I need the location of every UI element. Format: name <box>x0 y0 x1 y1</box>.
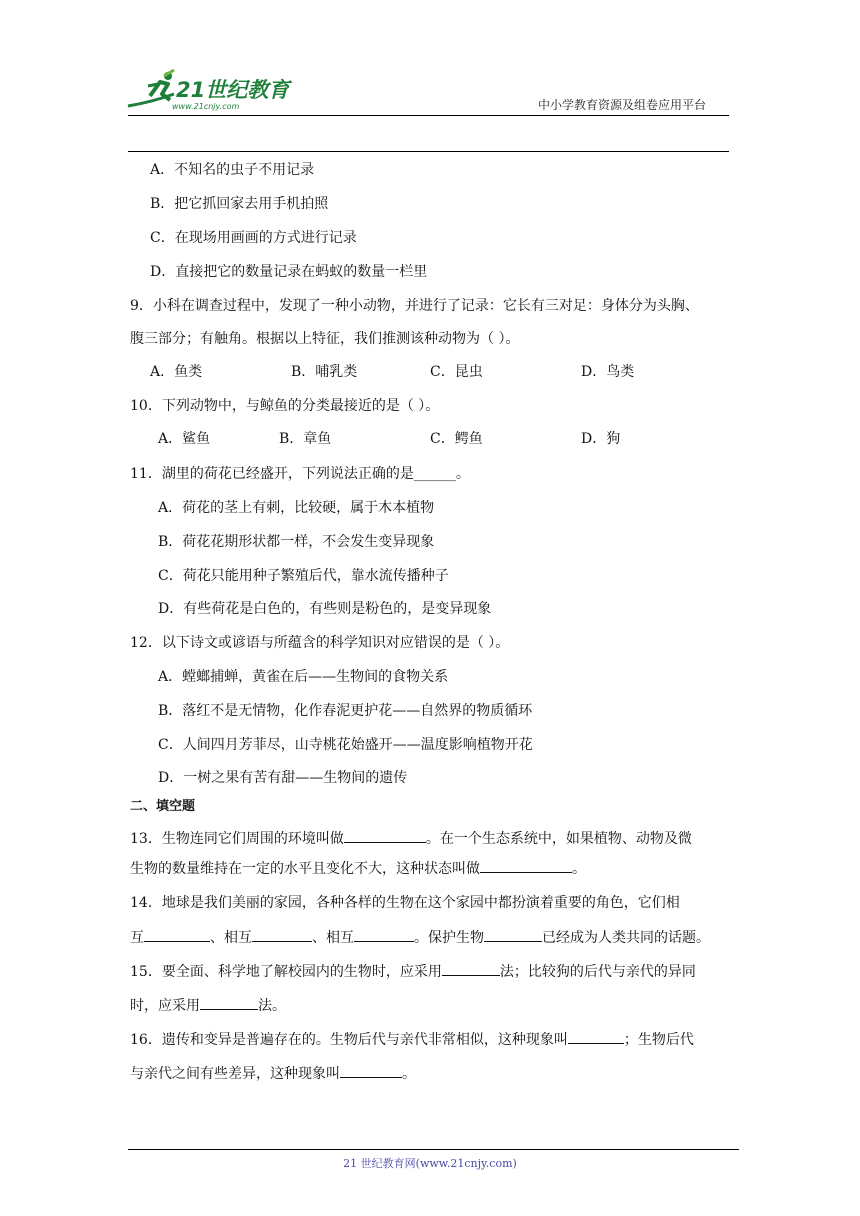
q13-line1 <box>130 828 692 849</box>
q9-option-b: B．哺乳类 <box>291 364 358 380</box>
q11-option-a: A．荷花的茎上有刺，比较硬，属于木本植物 <box>158 500 435 516</box>
q9-option-a: A．鱼类 <box>150 364 203 380</box>
q15-line1 <box>130 961 696 982</box>
section-heading-fill-in: 二、填空题 <box>130 799 196 814</box>
q9-option-c: C．昆虫 <box>430 364 483 380</box>
q13-line2 <box>130 858 586 879</box>
q13-blank-1[interactable] <box>344 828 426 843</box>
q10-option-b: B．章鱼 <box>279 431 332 447</box>
q14-text-e: 已经成为人类共同的话题。 <box>542 930 710 946</box>
q12-option-b: B．落红不是无情物，化作春泥更护花——自然界的物质循环 <box>158 703 533 719</box>
q10-stem: 10．下列动物中，与鲸鱼的分类最接近的是（ ）。 <box>130 398 440 414</box>
q15-text-a: 15．要全面、科学地了解校园内的生物时，应采用 <box>130 964 442 980</box>
q14-blank-2[interactable] <box>252 927 312 942</box>
q13-text-b: 。在一个生态系统中，如果植物、动物及微 <box>425 831 692 847</box>
q14-text-a: 互 <box>130 930 144 946</box>
q8-option-b: B．把它抓回家去用手机拍照 <box>150 196 329 212</box>
q11-option-c: C．荷花只能用种子繁殖后代，靠水流传播种子 <box>158 568 449 584</box>
footer-rule <box>128 1149 739 1150</box>
q14-blank-1[interactable] <box>144 927 210 942</box>
q14-text-c: 、相互 <box>312 930 354 946</box>
q16-line2 <box>130 1063 416 1084</box>
q10-option-a: A．鲨鱼 <box>158 431 211 447</box>
q9-option-d: D．鸟类 <box>581 364 635 380</box>
q14-line1: 14．地球是我们美丽的家园，各种各样的生物在这个家园中都扮演着重要的角色，它们相 <box>130 895 680 911</box>
q15-text-b: 法；比较狗的后代与亲代的异同 <box>499 964 696 980</box>
q14-blank-3[interactable] <box>354 927 414 942</box>
q14-line2 <box>130 927 710 948</box>
q8-option-a: A．不知名的虫子不用记录 <box>150 162 315 178</box>
q16-line1 <box>130 1029 694 1050</box>
q11-option-d: D．有些荷花是白色的，有些则是粉色的，是变异现象 <box>158 601 492 617</box>
q16-blank-1[interactable] <box>568 1029 624 1044</box>
q10-option-d: D．狗 <box>581 431 621 447</box>
q11-stem: 11．湖里的荷花已经盛开，下列说法正确的是______。 <box>130 466 470 482</box>
q16-text-c: 与亲代之间有些差异，这种现象叫 <box>130 1066 340 1082</box>
q15-blank-2[interactable] <box>200 995 258 1010</box>
q16-text-a: 16．遗传和变异是普遍存在的。生物后代与亲代非常相似，这种现象叫 <box>130 1032 568 1048</box>
logo-text: 21世纪教育 <box>176 78 290 102</box>
footer-text[interactable]: 21 世纪教育网(www.21cnjy.com) <box>343 1157 517 1170</box>
q16-blank-2[interactable] <box>340 1063 402 1078</box>
header-tagline: 中小学教育资源及组卷应用平台 <box>538 98 707 112</box>
q16-text-b: ；生物后代 <box>623 1032 694 1048</box>
q16-text-d: 。 <box>402 1066 416 1082</box>
q14-text-d: 。保护生物 <box>414 930 484 946</box>
q9-stem-line1: 9．小科在调查过程中，发现了一种小动物，并进行了记录：它长有三对足：身体分为头胸、 <box>130 298 699 314</box>
q11-option-b: B．荷花花期形状都一样，不会发生变异现象 <box>158 534 435 550</box>
q15-text-c: 时，应采用 <box>130 998 200 1014</box>
q12-stem: 12．以下诗文或谚语与所蕴含的科学知识对应错误的是（ ）。 <box>130 635 510 651</box>
q12-option-d: D．一树之果有苦有甜——生物间的遗传 <box>158 770 408 786</box>
q14-blank-4[interactable] <box>484 927 542 942</box>
q12-option-c: C．人间四月芳菲尽，山寺桃花始盛开——温度影响植物开花 <box>158 737 533 753</box>
q13-blank-2[interactable] <box>480 858 572 873</box>
q15-text-d: 法。 <box>258 998 286 1014</box>
q10-option-c: C．鳄鱼 <box>430 431 483 447</box>
header-rule <box>128 115 729 116</box>
logo-url: www.21cnjy.com <box>172 102 240 111</box>
q15-line2 <box>130 995 286 1016</box>
section-rule <box>128 151 729 152</box>
q8-option-c: C．在现场用画画的方式进行记录 <box>150 230 357 246</box>
q9-stem-line2: 腹三部分；有触角。根据以上特征，我们推测该种动物为（ ）。 <box>130 331 520 347</box>
q14-text-b: 、相互 <box>210 930 252 946</box>
q13-text-a: 13．生物连同它们周围的环境叫做 <box>130 831 344 847</box>
q12-option-a: A．螳螂捕蝉，黄雀在后——生物间的食物关系 <box>158 669 449 685</box>
q13-text-c: 生物的数量维持在一定的水平且变化不大，这种状态叫做 <box>130 861 480 877</box>
q15-blank-1[interactable] <box>442 961 500 976</box>
q13-text-d: 。 <box>572 861 586 877</box>
q8-option-d: D．直接把它的数量记录在蚂蚁的数量一栏里 <box>150 264 428 280</box>
